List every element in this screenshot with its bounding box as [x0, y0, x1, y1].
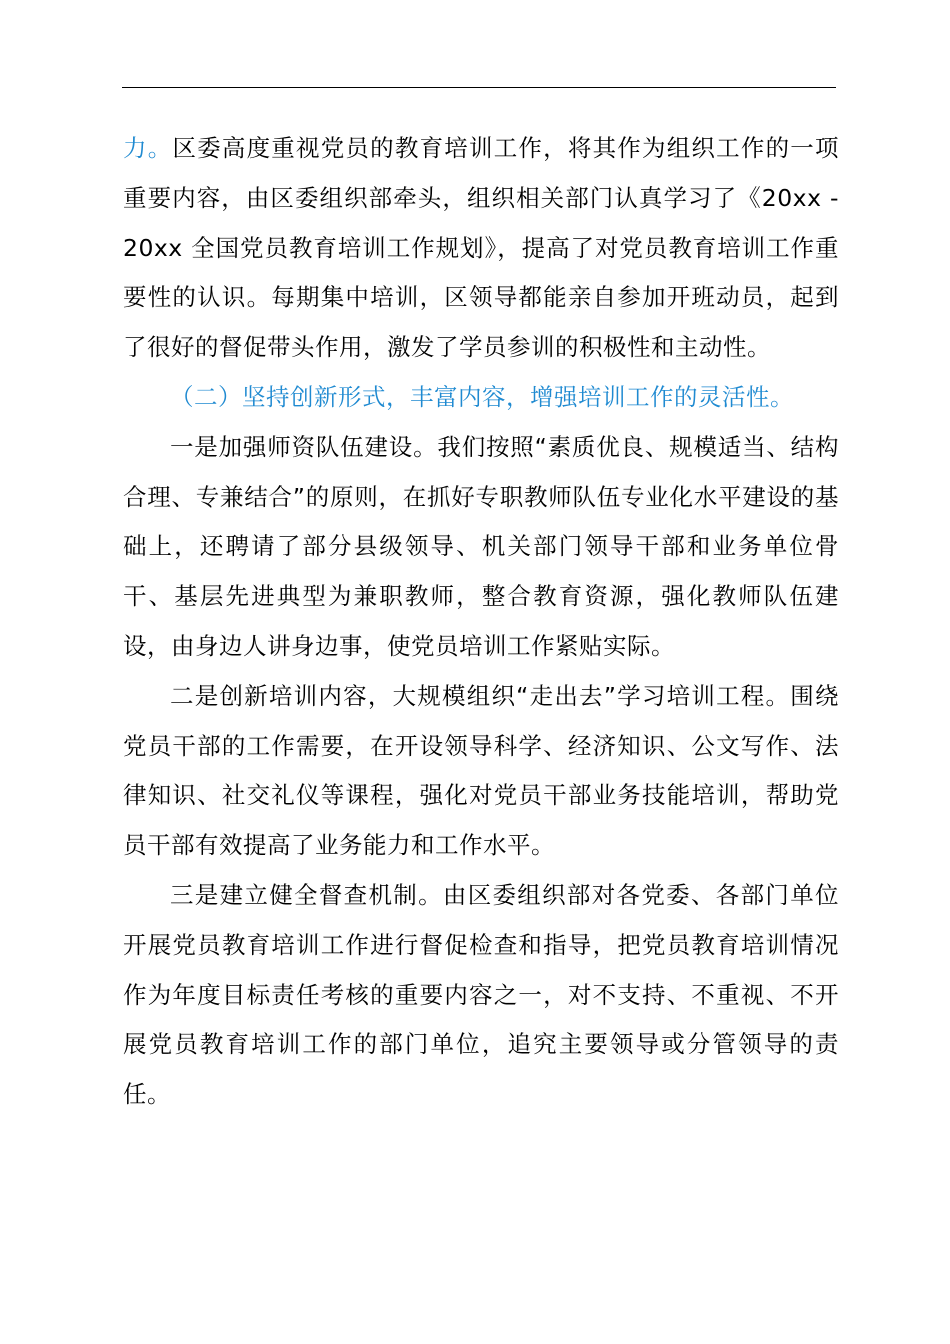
- paragraph-training-content: 二是创新培训内容，大规模组织“走出去”学习培训工程。围绕党员干部的工作需要，在开设领导科学、经济知识、公文写作、法律知识、社交礼仪等课程，强化对党员干部业务技能培训，帮助党员干部有效提高了业务能力和工作水平。: [123, 681, 839, 860]
- paragraph-text: 区委高度重视党员的教育培训工作，将其作为组织工作的一项重要内容，由区委组织部牵头，组织相关部门认真学习了《20xx - 20xx 全国党员教育培训工作规划》，提高了对党员教育培训工作重要性的认识。每期集中培训，区领导都能亲自参加开班动员，起到了很好的督促带头作用，激发了学员参训的积极性和主动性。: [123, 134, 840, 362]
- section-heading: （二）坚持创新形式，丰富内容，增强培训工作的灵活性。: [170, 382, 794, 411]
- paragraph-supervision: 三是建立健全督查机制。由区委组织部对各党委、各部门单位开展党员教育培训工作进行督促检查和指导，把党员教育培训情况作为年度目标责任考核的重要内容之一，对不支持、不重视、不开展党员教育培训工作的部门单位，追究主要领导或分管领导的责任。: [123, 880, 839, 1109]
- paragraph-teacher-team: 一是加强师资队伍建设。我们按照“素质优良、规模适当、结构合理、专兼结合”的原则，在抓好专职教师队伍专业化水平建设的基础上，还聘请了部分县级领导、机关部门领导干部和业务单位骨干、基层先进典型为兼职教师，整合教育资源，强化教师队伍建设，由身边人讲身边事，使党员培训工作紧贴实际。: [123, 432, 839, 660]
- continuation-lead: 力。: [123, 134, 173, 162]
- document-body: [123, 124, 839, 1120]
- paragraph-continuation: [123, 124, 839, 373]
- header-rule: [122, 87, 836, 88]
